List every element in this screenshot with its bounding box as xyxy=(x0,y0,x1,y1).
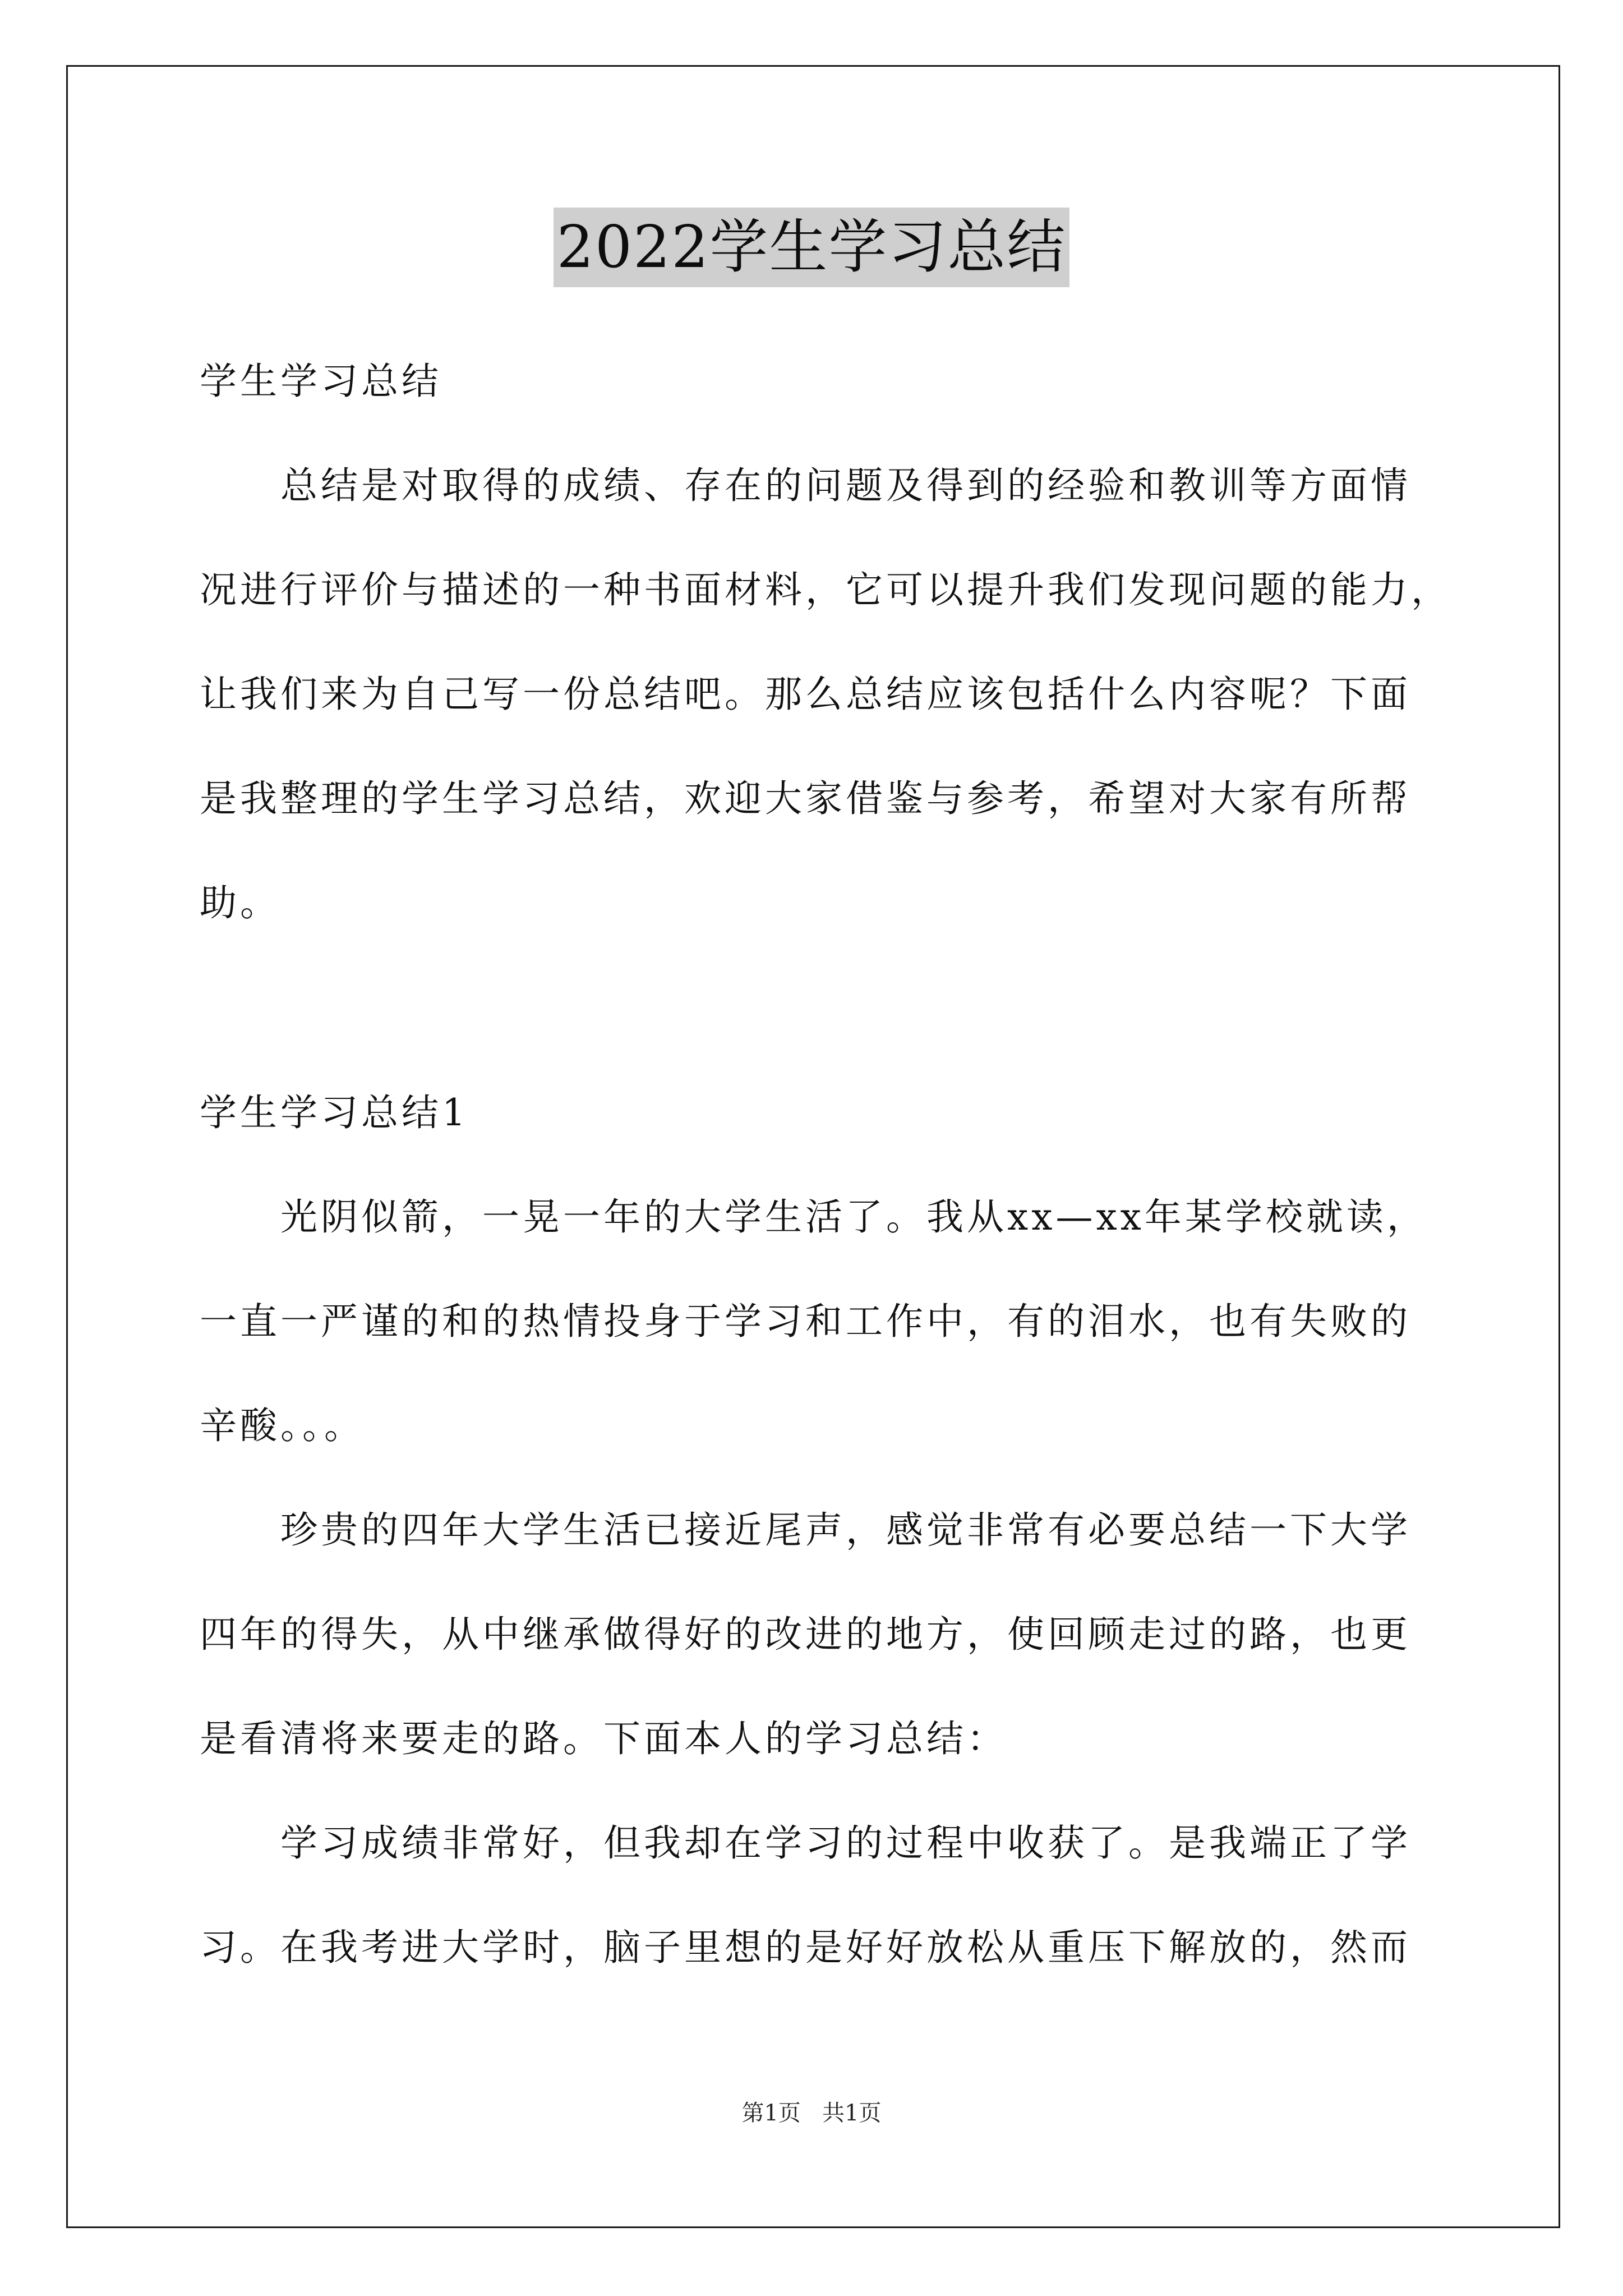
paragraph-line: 况进行评价与描述的一种书面材料，它可以提升我们发现问题的能力， xyxy=(200,568,1451,611)
paragraph-line: 一直一严谨的和的热情投身于学习和工作中，有的泪水，也有失败的 xyxy=(200,1300,1411,1343)
document-title: 2022学生学习总结 xyxy=(554,208,1070,287)
paragraph-line: 是看清将来要走的路。下面本人的学习总结： xyxy=(200,1717,1007,1760)
paragraph-line: 助。 xyxy=(200,881,280,924)
paragraph-line: 习。在我考进大学时，脑子里想的是好好放松从重压下解放的，然而 xyxy=(200,1926,1411,1969)
paragraph-line: 是我整理的学生学习总结，欢迎大家借鉴与参考，希望对大家有所帮 xyxy=(200,777,1411,820)
paragraph-line: 学习成绩非常好，但我却在学习的过程中收获了。是我端正了学 xyxy=(280,1821,1411,1865)
paragraph-line: 让我们来为自己写一份总结吧。那么总结应该包括什么内容呢？下面 xyxy=(200,673,1411,716)
paragraph-line: 辛酸。。。 xyxy=(200,1404,365,1447)
section-heading: 学生学习总结 xyxy=(200,360,442,403)
section-heading: 学生学习总结1 xyxy=(200,1091,469,1134)
paragraph-line: 四年的得失，从中继承做得好的改进的地方，使回顾走过的路，也更 xyxy=(200,1613,1411,1656)
paragraph-line: 珍贵的四年大学生活已接近尾声，感觉非常有必要总结一下大学 xyxy=(280,1508,1411,1552)
title-container xyxy=(0,208,1623,287)
paragraph-line: 光阴似箭，一晃一年的大学生活了。我从xx—xx年某学校就读， xyxy=(280,1195,1427,1239)
paragraph-line: 总结是对取得的成绩、存在的问题及得到的经验和教训等方面情 xyxy=(280,464,1411,507)
page-footer: 第1页 共1页 xyxy=(741,2100,882,2126)
